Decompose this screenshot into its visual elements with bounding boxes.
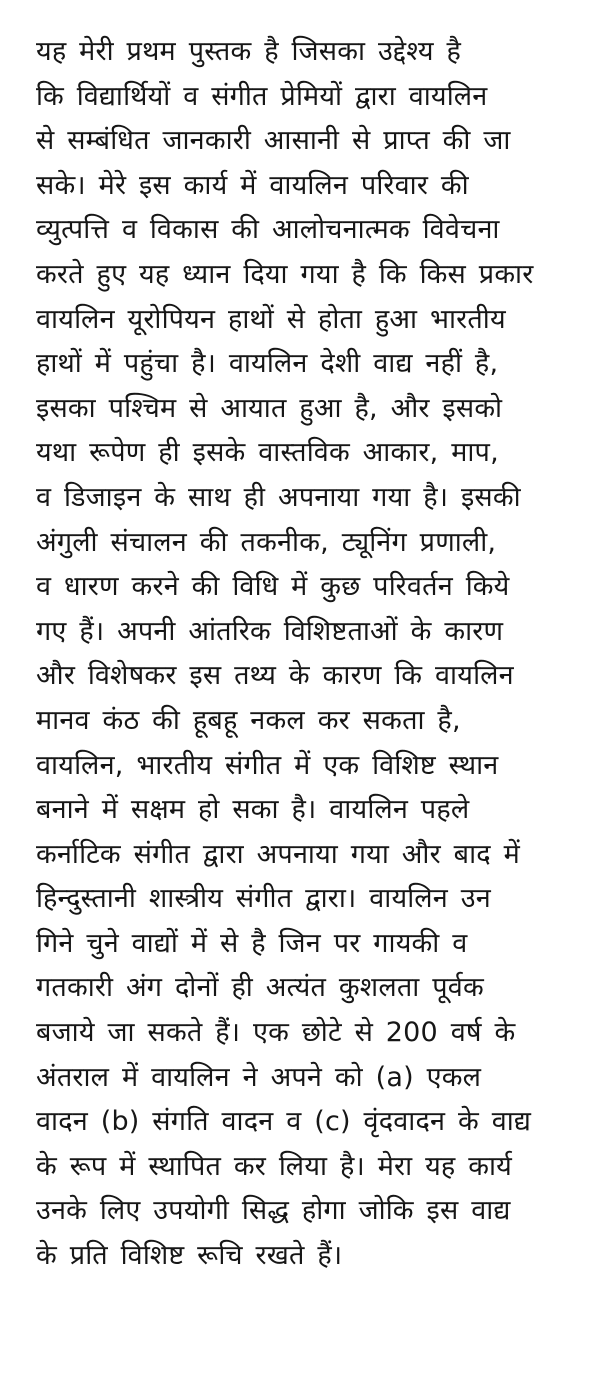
body-paragraph (36, 30, 566, 1279)
text-line: यथा रूपेण ही इसके वास्तविक आकार, माप, (36, 437, 499, 469)
text-line: मानव कंठ की हूबहू नकल कर सकता है, (36, 704, 461, 736)
text-line: के प्रति विशिष्ट रूचि रखते हैं। (36, 1240, 343, 1272)
text-line: व डिजाइन के साथ ही अपनाया गया है। इसकी (36, 481, 521, 513)
text-line: बजाये जा सकते हैं। एक छोटे से 200 वर्ष के (36, 1017, 516, 1049)
text-line: के रूप में स्थापित कर लिया है। मेरा यह कार्य (36, 1150, 513, 1182)
text-line: गतकारी अंग दोनों ही अत्यंत कुशलता पूर्वक (36, 972, 484, 1004)
text-line: से सम्बंधित जानकारी आसानी से प्राप्त की जा (36, 125, 511, 157)
text-line: अंतराल में वायलिन ने अपने को (a) एकल (36, 1061, 482, 1093)
text-line: व धारण करने की विधि में कुछ परिवर्तन किये (36, 571, 510, 603)
text-line: हाथों में पहुंचा है। वायलिन देशी वाद्य नहीं है, (36, 348, 499, 380)
text-line: वायलिन यूरोपियन हाथों से होता हुआ भारतीय (36, 303, 506, 335)
text-line: गिने चुने वाद्यों में से है जिन पर गायकी व (36, 927, 468, 959)
text-line: कर्नाटिक संगीत द्वारा अपनाया गया और बाद में (36, 838, 520, 870)
text-line: गए हैं। अपनी आंतरिक विशिष्टताओं के कारण (36, 615, 504, 647)
text-line: बनाने में सक्षम हो सका है। वायलिन पहले (36, 794, 470, 826)
text-line: यह मेरी प्रथम पुस्तक है जिसका उद्देश्य है (36, 36, 462, 67)
text-line: वायलिन, भारतीय संगीत में एक विशिष्ट स्थान (36, 749, 499, 781)
text-line: कि विद्यार्थियों व संगीत प्रेमियों द्वारा वायलिन (36, 80, 488, 112)
text-line: इसका पश्चिम से आयात हुआ है, और इसको (36, 392, 503, 424)
text-line: व्युत्पत्ति व विकास की आलोचनात्मक विवेचना (36, 214, 500, 246)
text-line: उनके लिए उपयोगी सिद्ध होगा जोकि इस वाद्य (36, 1195, 511, 1227)
text-line: सके। मेरे इस कार्य में वायलिन परिवार की (36, 169, 469, 201)
text-line: और विशेषकर इस तथ्य के कारण कि वायलिन (36, 660, 514, 692)
text-line: अंगुली संचालन की तकनीक, ट्यूनिंग प्रणाली, (36, 526, 497, 558)
text-line: करते हुए यह ध्यान दिया गया है कि किस प्रकार (36, 258, 534, 290)
text-line: हिन्दुस्तानी शास्त्रीय संगीत द्वारा। वायलिन उन (36, 883, 491, 915)
text-line: वादन (b) संगति वादन व (c) वृंदवादन के वाद्य (36, 1106, 532, 1138)
